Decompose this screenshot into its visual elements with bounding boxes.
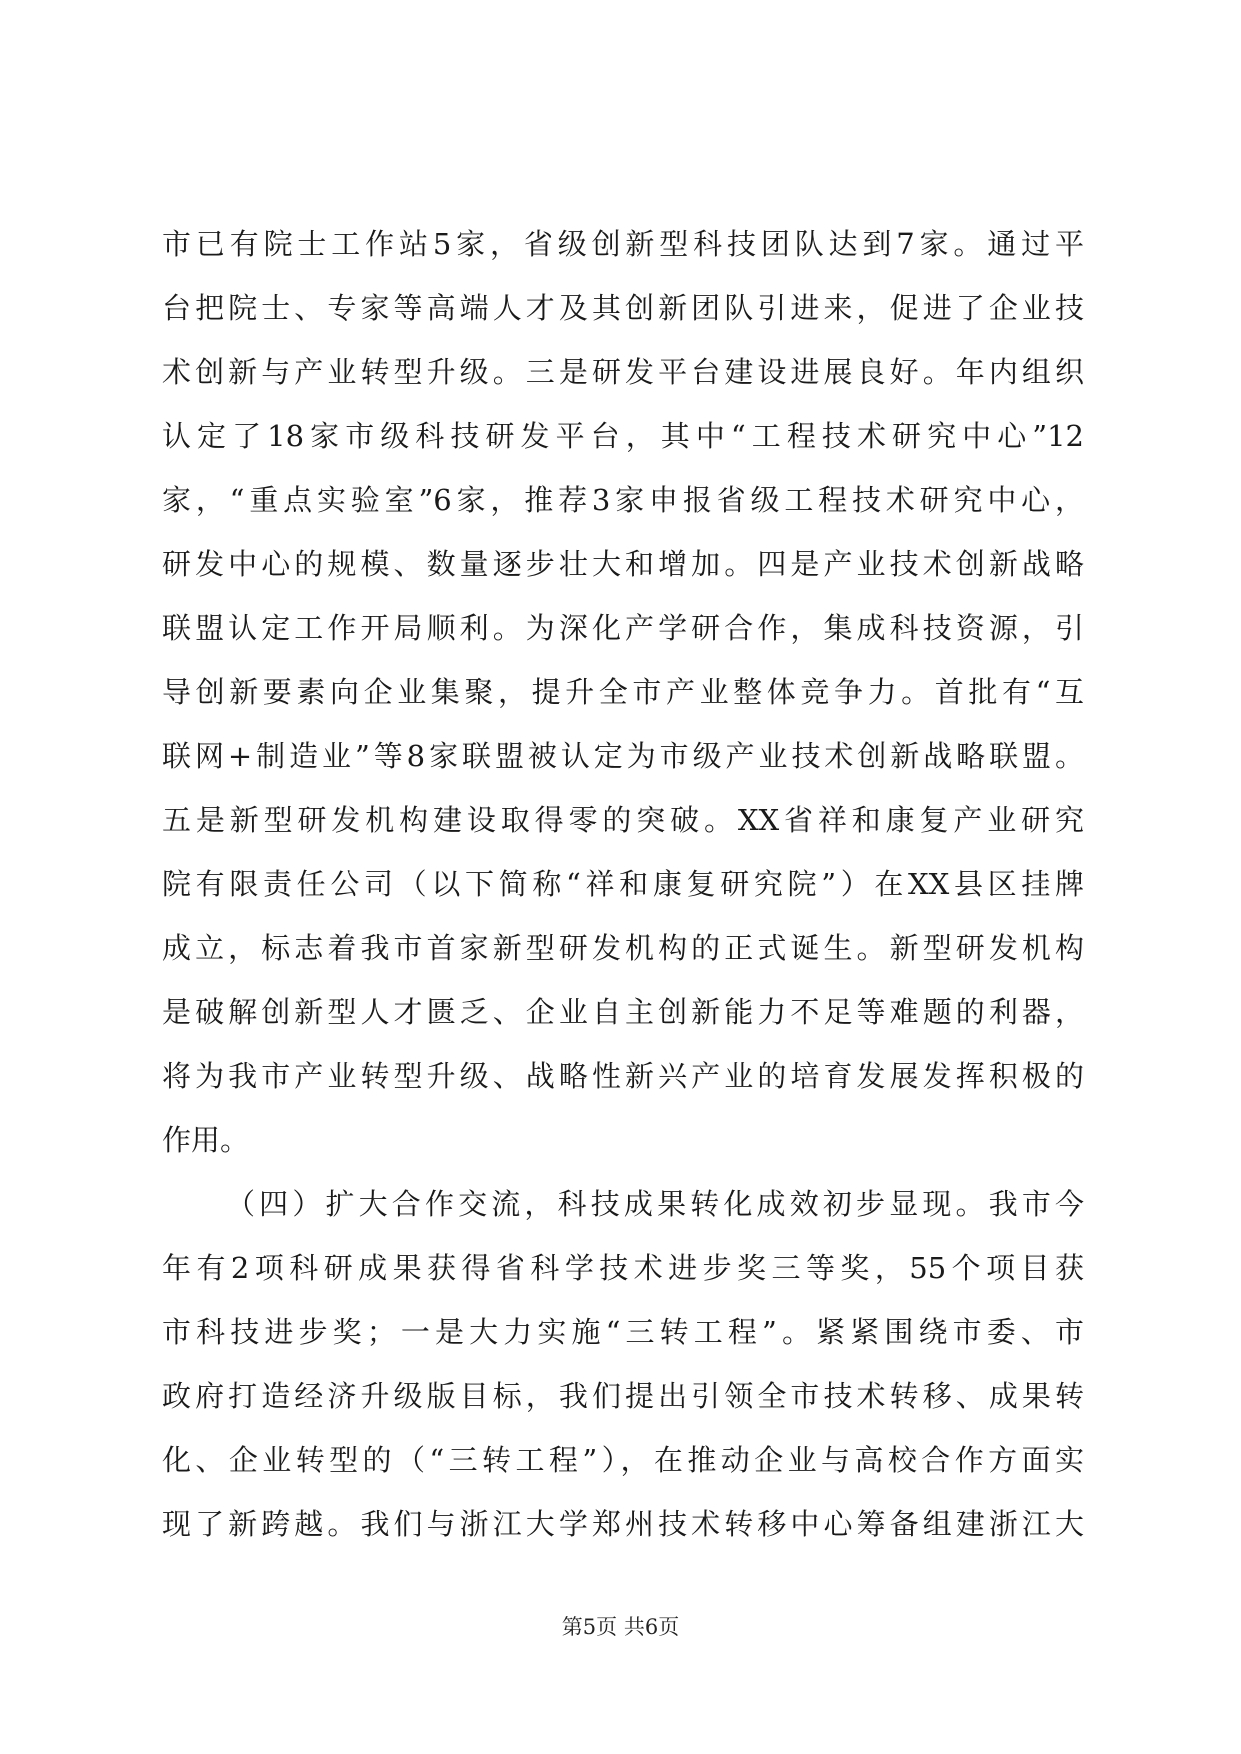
text-line: 联网+制造业”等8家联盟被认定为市级产业技术创新战略联盟。 — [162, 739, 1084, 773]
body-text — [162, 212, 1084, 1556]
page-footer — [0, 1612, 1241, 1642]
text-line: 化、企业转型的（“三转工程”），在推动企业与高校合作方面实 — [162, 1443, 1084, 1477]
text-line: 市科技进步奖；一是大力实施“三转工程”。紧紧围绕市委、市 — [162, 1315, 1084, 1349]
text-line: 研发中心的规模、数量逐步壮大和增加。四是产业技术创新战略 — [162, 547, 1084, 581]
text-line: 术创新与产业转型升级。三是研发平台建设进展良好。年内组织 — [162, 355, 1084, 389]
text-line: 认定了18家市级科技研发平台，其中“工程技术研究中心”12 — [162, 419, 1084, 453]
text-line: 市已有院士工作站5家，省级创新型科技团队达到7家。通过平 — [162, 227, 1084, 261]
page-number: 第5页 共6页 — [561, 1615, 680, 1639]
section-heading-line: （四）扩大合作交流，科技成果转化成效初步显现。我市今 — [226, 1187, 1084, 1221]
text-line: 年有2项科研成果获得省科学技术进步奖三等奖，55个项目获 — [162, 1251, 1084, 1285]
text-line: 将为我市产业转型升级、战略性新兴产业的培育发展发挥积极的 — [162, 1059, 1084, 1093]
text-line: 成立，标志着我市首家新型研发机构的正式诞生。新型研发机构 — [162, 931, 1084, 965]
text-line: 家，“重点实验室”6家，推荐3家申报省级工程技术研究中心， — [162, 483, 1084, 517]
text-line: 政府打造经济升级版目标，我们提出引领全市技术转移、成果转 — [162, 1379, 1084, 1413]
text-line: 联盟认定工作开局顺利。为深化产学研合作，集成科技资源，引 — [162, 611, 1084, 645]
text-line: 五是新型研发机构建设取得零的突破。XX省祥和康复产业研究 — [162, 803, 1084, 837]
text-line: 导创新要素向企业集聚，提升全市产业整体竞争力。首批有“互 — [162, 675, 1084, 709]
text-line: 台把院士、专家等高端人才及其创新团队引进来，促进了企业技 — [162, 291, 1084, 325]
text-line: 现了新跨越。我们与浙江大学郑州技术转移中心筹备组建浙江大 — [162, 1507, 1084, 1541]
text-line: 是破解创新型人才匮乏、企业自主创新能力不足等难题的利器， — [162, 995, 1084, 1029]
text-line: 作用。 — [162, 1123, 250, 1157]
text-line: 院有限责任公司（以下简称“祥和康复研究院”）在XX县区挂牌 — [162, 867, 1084, 901]
